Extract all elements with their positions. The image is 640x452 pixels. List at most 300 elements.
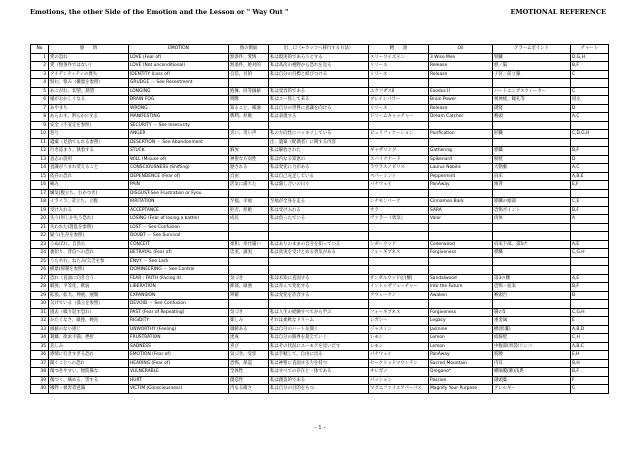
- cell-way-out: 私は自分の限界を超えていく: [269, 334, 369, 343]
- cell-way-out: 私は満し合いの日々: [269, 181, 369, 190]
- cell-other-side: 神聖な方向性: [229, 155, 269, 164]
- cell-row-number: 15: [31, 172, 49, 181]
- cell-oil-jp: セークリッドマウンテン: [369, 359, 429, 368]
- cell-emotion-en: LOSING (Fear of losing a battle): [129, 215, 229, 224]
- cell-alarm-point: 内耳: [493, 359, 571, 368]
- cell-alarm-point: [493, 232, 571, 241]
- cell-other-side: 柔和、奉仕陽い: [229, 240, 269, 249]
- cell-alarm-point: 肩床下部、第5チ: [493, 240, 571, 249]
- table-row: [31, 342, 609, 351]
- cell-alarm-point: 膵臓: [493, 147, 571, 156]
- cell-row-number: 39: [31, 376, 49, 385]
- cell-emotion-en: IRRITATION: [129, 198, 229, 207]
- table-row: [31, 215, 609, 224]
- cell-emotion-en: VICTIM (Consciousness): [129, 385, 229, 394]
- cell-way-out: 私は自分の目標と結びつける: [269, 70, 369, 79]
- cell-emotion-jp: 恐れ（直面に向き合う: [49, 274, 129, 283]
- table-row: [31, 79, 609, 88]
- cell-oil-jp: フォーギブネス: [369, 308, 429, 317]
- table-row: [31, 351, 609, 360]
- cell-oil-jp: ラウラスノビリス: [369, 164, 429, 173]
- table-row: [31, 317, 609, 326]
- cell-way-out: 注：遺棄（配偶者）に関する内容: [269, 138, 369, 147]
- col-header-emotion: EMOTION: [129, 45, 229, 54]
- cell-row-number: 13: [31, 155, 49, 164]
- cell-chart-ref: C,H: [571, 334, 609, 343]
- cell-row-number: 5: [31, 87, 49, 96]
- cell-emotion-en: DESERTION － See Abandonment: [129, 138, 229, 147]
- cell-other-side: 喜び: [229, 342, 269, 351]
- cell-oil-en: Brain Power: [429, 96, 493, 105]
- cell-chart-ref: [571, 300, 609, 309]
- cell-chart-ref: [571, 189, 609, 198]
- cell-chart-ref: C,E: [571, 198, 609, 207]
- cell-oil-en: [429, 257, 493, 266]
- cell-oil-jp: レモン: [369, 342, 429, 351]
- cell-alarm-point: 副腎: [493, 104, 571, 113]
- cell-row-number: 35: [31, 342, 49, 351]
- cell-alarm-point: [493, 266, 571, 275]
- cell-chart-ref: D,G,H: [571, 53, 609, 62]
- cell-emotion-jp: 過去（繰り返す恐れ）: [49, 308, 129, 317]
- cell-oil-jp: ブレインパワー: [369, 96, 429, 105]
- cell-other-side: 内なる確さ: [229, 385, 269, 394]
- cell-way-out: 私は自己充足している: [269, 172, 369, 181]
- cell-row-number: 26: [31, 266, 49, 275]
- col-header-way-out: 出 口（←カッコへ移行する方法）: [269, 45, 369, 54]
- cell-chart-ref: E,F: [571, 181, 609, 190]
- cell-way-out: 私は神聖に直面する力を持つ: [269, 359, 369, 368]
- cell-emotion-jp: 失う(何しか失う恐れ): [49, 215, 129, 224]
- cell-oil-jp: シダーウッド: [369, 240, 429, 249]
- cell-alarm-point: 副頭葉: [493, 376, 571, 385]
- cell-alarm-point: [493, 257, 571, 266]
- cell-way-out: 私は表現する: [269, 113, 369, 122]
- cell-emotion-jp: 感情に行きすぎる恐れ: [49, 351, 129, 360]
- table-row: [31, 359, 609, 368]
- cell-oil-en: Spikenard: [429, 155, 493, 164]
- cell-alarm-point: 肝臓: [493, 130, 571, 139]
- cell-alarm-point: 膵臓の頭部: [493, 198, 571, 207]
- cell-emotion-en: DEPENDENCE (Fear of): [129, 172, 229, 181]
- cell-oil-jp: リリース: [369, 62, 429, 71]
- cell-emotion-jp: 解放、平等化、軟弱: [49, 283, 129, 292]
- cell-emotion-en: CONSCIOUSNESS (Shifting): [129, 164, 229, 173]
- cell-oil-jp: パナウェイ: [369, 351, 429, 360]
- cell-oil-jp: ジャスミン: [369, 325, 429, 334]
- cell-alarm-point: [493, 223, 571, 232]
- cell-oil-en: Awaken: [429, 291, 493, 300]
- cell-emotion-en: CONCEIT: [129, 240, 229, 249]
- table-row: [31, 138, 609, 147]
- cell-other-side: 無条件、愛情: [229, 53, 269, 62]
- cell-way-out: 私はすべての存在と一体である: [269, 368, 369, 377]
- cell-row-number: 27: [31, 274, 49, 283]
- cell-way-out: [269, 257, 369, 266]
- table-row: [31, 181, 609, 190]
- table-row: [31, 172, 609, 181]
- cell-emotion-jp: かたくなさ、頑強、硬直: [49, 317, 129, 326]
- cell-chart-ref: B,F: [571, 147, 609, 156]
- cell-oil-jp: レガシー: [369, 317, 429, 326]
- cell-other-side: 無条件、絶対的: [229, 62, 269, 71]
- cell-emotion-jp: イライラ、苛立ち、立腹: [49, 198, 129, 207]
- cell-chart-ref: C,D,G,H: [571, 130, 609, 139]
- cell-emotion-en: SECURITY － See Insecurity: [129, 121, 229, 130]
- cell-row-number: 6: [31, 96, 49, 105]
- cell-oil-en: Magnify Your Purpose: [429, 385, 493, 394]
- cell-other-side: 拒否、拒絶: [229, 206, 269, 215]
- cell-emotion-en: STUCK: [129, 147, 229, 156]
- cell-oil-jp: レモン: [369, 334, 429, 343]
- cell-oil-jp: スリーワイズメン: [369, 53, 429, 62]
- cell-row-number: 9: [31, 121, 49, 130]
- cell-other-side: 価値ある: [229, 325, 269, 334]
- cell-chart-ref: A,C: [571, 164, 609, 173]
- table-row: [31, 155, 609, 164]
- cell-way-out: 私は人生の経験すべてから学ぶ: [269, 308, 369, 317]
- table-row: [31, 291, 609, 300]
- cell-alarm-point: アレルギー: [493, 385, 571, 394]
- cell-alarm-point: [493, 138, 571, 147]
- cell-emotion-jp: 受け入れる: [49, 206, 129, 215]
- cell-emotion-en: BRAIN FOG: [129, 96, 229, 105]
- cell-oil-en: Gathering: [429, 147, 493, 156]
- cell-oil-jp: ヴァラー（勇気）: [369, 215, 429, 224]
- cell-row-number: 14: [31, 164, 49, 173]
- cell-oil-jp: [369, 138, 429, 147]
- table-row: [31, 206, 609, 215]
- cell-emotion-en: LIBERATION: [129, 283, 229, 292]
- cell-oil-jp: パナウェイ: [369, 181, 429, 190]
- cell-way-out: それは柔軟なドリーム: [269, 317, 369, 326]
- cell-other-side: 成長: [229, 215, 269, 224]
- cell-emotion-jp: 葛藤、欲求不満、挫折: [49, 334, 129, 343]
- cell-oil-en: [429, 232, 493, 241]
- cell-other-side: [229, 257, 269, 266]
- cell-emotion-jp: 疑う(生存を参照): [49, 232, 129, 241]
- cell-oil-en: Forgiveness: [429, 249, 493, 258]
- cell-oil-jp: フォーギブネス: [369, 249, 429, 258]
- cell-row-number: 20: [31, 215, 49, 224]
- cell-chart-ref: A,B,C: [571, 342, 609, 351]
- cell-emotion-jp: アイデンティティの喪失: [49, 70, 129, 79]
- table-row: [31, 87, 609, 96]
- cell-row-number: 36: [31, 351, 49, 360]
- cell-oil-en: [429, 138, 493, 147]
- cell-emotion-en: FEAR : FAITH (Facing it): [129, 274, 229, 283]
- cell-oil-en: PanAway: [429, 181, 493, 190]
- cell-alarm-point: 腸の5: [493, 308, 571, 317]
- cell-row-number: 8: [31, 113, 49, 122]
- cell-row-number: 21: [31, 223, 49, 232]
- cell-chart-ref: C: [571, 87, 609, 96]
- cell-oil-jp: ピュリフィケーション: [369, 130, 429, 139]
- cell-emotion-jp: 愛（無条件ではない）: [49, 62, 129, 71]
- cell-chart-ref: C,G,H: [571, 308, 609, 317]
- cell-chart-ref: [571, 266, 609, 275]
- cell-other-side: 明確: [229, 291, 269, 300]
- cell-emotion-jp: 意識がうまれ変えること: [49, 164, 129, 173]
- cell-row-number: 4: [31, 79, 49, 88]
- table-row: [31, 274, 609, 283]
- cell-row-number: 31: [31, 308, 49, 317]
- table-row: [31, 300, 609, 309]
- cell-row-number: 3: [31, 70, 49, 79]
- cell-other-side: 知ること、確通: [229, 104, 269, 113]
- cell-other-side: [229, 223, 269, 232]
- cell-emotion-jp: 愛の恐れ: [49, 53, 129, 62]
- cell-row-number: 16: [31, 181, 49, 190]
- cell-chart-ref: E: [571, 317, 609, 326]
- cell-other-side: 気づき: [229, 274, 269, 283]
- cell-chart-ref: B,F: [571, 283, 609, 292]
- cell-oil-en: Oregano*: [429, 368, 493, 377]
- cell-oil-en: [429, 79, 493, 88]
- table-row: [31, 121, 609, 130]
- cell-other-side: 笑い、笑い声: [229, 130, 269, 139]
- cell-row-number: 33: [31, 325, 49, 334]
- cell-oil-jp: [369, 121, 429, 130]
- cell-row-number: 23: [31, 240, 49, 249]
- cell-way-out: 私は受け入れる: [269, 206, 369, 215]
- cell-way-out: 私は自分の世界に意識を向ける: [269, 104, 369, 113]
- cell-emotion-en: MANIFESTING: [129, 113, 229, 122]
- cell-emotion-jp: 犠牲・被害者意識: [49, 385, 129, 394]
- cell-chart-ref: D: [571, 155, 609, 164]
- cell-other-side: 活気に満ちた: [229, 181, 269, 190]
- cell-chart-ref: [571, 79, 609, 88]
- cell-alarm-point: 後背: [493, 181, 571, 190]
- table-row: [31, 257, 609, 266]
- cell-emotion-jp: 痛み: [49, 181, 129, 190]
- cell-other-side: [229, 79, 269, 88]
- cell-way-out: 私はありのままの自分を知っている: [269, 240, 369, 249]
- cell-oil-en: Purification: [429, 130, 493, 139]
- cell-emotion-en: PAST (Fear of Repeating): [129, 308, 229, 317]
- cell-way-out: [269, 121, 369, 130]
- cell-other-side: 抱擁、同等価値: [229, 87, 269, 96]
- cell-chart-ref: D: [571, 104, 609, 113]
- cell-chart-ref: C: [571, 385, 609, 394]
- cell-oil-en: Laurus Nobilis: [429, 164, 493, 173]
- cell-row-number: 25: [31, 257, 49, 266]
- cell-other-side: 明瞭: [229, 96, 269, 105]
- cell-way-out: [269, 266, 369, 275]
- cell-emotion-jp: あこがれ、切望、熱望: [49, 87, 129, 96]
- col-header-alarm-point: アラームポイント: [493, 45, 571, 54]
- cell-oil-en: [429, 300, 493, 309]
- document-title: Emotions, the other Side of the Emotion and the Lesson or " Way Out ": [30, 8, 289, 16]
- cell-alarm-point: 胆／脳: [493, 62, 571, 71]
- cell-emotion-en: BETRAYAL (Fear of): [129, 249, 229, 258]
- cell-chart-ref: A,B,E: [571, 172, 609, 181]
- cell-other-side: 自信、目的: [229, 70, 269, 79]
- cell-chart-ref: F: [571, 376, 609, 385]
- cell-oil-en: PanAway: [429, 351, 493, 360]
- cell-oil-en: Valor: [429, 215, 493, 224]
- cell-other-side: 卸部、頑強: [229, 283, 269, 292]
- cell-oil-jp: [369, 232, 429, 241]
- table-row: [31, 334, 609, 343]
- table-row: [31, 266, 609, 275]
- table-row: [31, 104, 609, 113]
- cell-emotion-jp: 失われた(混乱を参照): [49, 223, 129, 232]
- cell-oil-jp: マグニファイユアパーパス: [369, 385, 429, 394]
- cell-emotion-jp: 欠けている（孤立を参照）: [49, 300, 129, 309]
- cell-way-out: 私はユー焦して来る: [269, 96, 369, 105]
- cell-emotion-en: ENVY － See Lack: [129, 257, 229, 266]
- cell-other-side: 楽しみ: [229, 317, 269, 326]
- cell-emotion-en: PAIN: [129, 181, 229, 190]
- col-header-other-side: 他の側面: [229, 45, 269, 54]
- cell-way-out: [269, 79, 369, 88]
- cell-alarm-point: 視神経、瞳孔等: [493, 96, 571, 105]
- table-row: [31, 232, 609, 241]
- cell-emotion-jp: 拡張、拡大、伸展、展開: [49, 291, 129, 300]
- cell-way-out: 私は手順して、自由に出る: [269, 351, 369, 360]
- cell-way-out: 私はその状況にユーモアを見いだす: [269, 342, 369, 351]
- table-row: [31, 223, 609, 232]
- cell-row-number: 22: [31, 232, 49, 241]
- cell-emotion-en: UNWORTHY (Feeling): [129, 325, 229, 334]
- cell-oil-jp: [369, 223, 429, 232]
- cell-row-number: 30: [31, 300, 49, 309]
- cell-other-side: 勝利、拒絶: [229, 113, 269, 122]
- cell-alarm-point: 大動脈: [493, 164, 571, 173]
- cell-row-number: 37: [31, 359, 49, 368]
- cell-emotion-en: FRUSTRATION: [129, 334, 229, 343]
- table-row: [31, 368, 609, 377]
- cell-oil-en: Exodus II: [429, 87, 493, 96]
- cell-alarm-point: ハートエンブスクィーター: [493, 87, 571, 96]
- cell-emotion-en: GRUDGE － See Resentment: [129, 79, 229, 88]
- cell-oil-en: Sandalwood: [429, 274, 493, 283]
- cell-way-out: 私の方向性にハッキリしている: [269, 130, 369, 139]
- cell-alarm-point: 重金属: [493, 317, 571, 326]
- table-row: [31, 96, 609, 105]
- cell-alarm-point: 肩床: [493, 172, 571, 181]
- cell-oil-jp: [369, 257, 429, 266]
- cell-emotion-jp: 価値のない感じ: [49, 325, 129, 334]
- cell-oil-en: [429, 223, 493, 232]
- cell-emotion-jp: 頭がおかしくなる: [49, 96, 129, 105]
- cell-oil-en: Peppermint: [429, 172, 493, 181]
- cell-way-out: [269, 300, 369, 309]
- cell-emotion-en: WILL (Misuse of): [129, 155, 229, 164]
- table-row: [31, 240, 609, 249]
- table-row: [31, 189, 609, 198]
- cell-emotion-jp: 安全（不安定を参照）: [49, 121, 129, 130]
- cell-oil-en: [429, 189, 493, 198]
- cell-alarm-point: 恐怖ポイント: [493, 206, 571, 215]
- table-row: [31, 147, 609, 156]
- cell-alarm-point: 膀胱: [493, 155, 571, 164]
- table-header-row: [31, 45, 609, 54]
- cell-oil-en: Cinnamon Bark: [429, 198, 493, 207]
- cell-other-side: [229, 300, 269, 309]
- cell-emotion-en: ANGER: [129, 130, 229, 139]
- cell-way-out: 私は創造的である: [269, 376, 369, 385]
- cell-oil-jp: ドリームキャッチャー: [369, 113, 429, 122]
- cell-oil-en: SARA: [429, 206, 493, 215]
- cell-row-number: 1: [31, 53, 49, 62]
- table-row: [31, 164, 609, 173]
- cell-alarm-point: 腎臓: [493, 53, 571, 62]
- cell-alarm-point: [493, 189, 571, 198]
- cell-emotion-jp: 聞くことへの恐れ: [49, 359, 129, 368]
- cell-way-out: 私は変化を許容する: [269, 291, 369, 300]
- cell-chart-ref: [571, 232, 609, 241]
- cell-chart-ref: B,H: [571, 359, 609, 368]
- cell-oil-en: Lemon: [429, 342, 493, 351]
- cell-other-side: 解放: [229, 147, 269, 156]
- cell-chart-ref: A,B,D: [571, 325, 609, 334]
- table-row: [31, 53, 609, 62]
- cell-way-out: 私は受容的である: [269, 87, 369, 96]
- cell-oil-jp: サンダルウッド(白檀): [369, 274, 429, 283]
- col-header-kanjo: 感 情: [49, 45, 129, 54]
- cell-other-side: 忠実、誠実: [229, 249, 269, 258]
- cell-chart-ref: B,F: [571, 206, 609, 215]
- cell-oil-jp: リリース: [369, 104, 429, 113]
- cell-other-side: 達成: [229, 334, 269, 343]
- cell-way-out: 私は未知に直面する: [269, 274, 369, 283]
- cell-oil-en: Lemon: [429, 334, 493, 343]
- cell-emotion-jp: 意志の誤用: [49, 155, 129, 164]
- cell-row-number: 28: [31, 283, 49, 292]
- emotion-table: [30, 44, 609, 394]
- cell-alarm-point: 横隔膜(肺)浅系: [493, 368, 571, 377]
- cell-alarm-point: 第3の腰: [493, 274, 571, 283]
- cell-emotion-en: HEARING (Fear of): [129, 359, 229, 368]
- cell-alarm-point: [493, 79, 571, 88]
- table-row: [31, 376, 609, 385]
- cell-alarm-point: 結腸壁: [493, 334, 571, 343]
- cell-way-out: 私は真実を受けとめる勇気がある: [269, 249, 369, 258]
- cell-other-side: [229, 266, 269, 275]
- col-header-chart: チャート: [571, 45, 609, 54]
- cell-emotion-jp: 行き詰まり、執着する: [49, 147, 129, 156]
- cell-other-side: 恐怖、保認: [229, 359, 269, 368]
- cell-oil-en: Passion: [429, 376, 493, 385]
- cell-emotion-jp: うらやむ、ねたみ(欠乏を参: [49, 257, 129, 266]
- cell-chart-ref: C,G,H: [571, 249, 609, 258]
- cell-way-out: 私は解放された: [269, 147, 369, 156]
- cell-chart-ref: 同左: [571, 96, 609, 105]
- cell-oil-jp: ギャザリング: [369, 147, 429, 156]
- cell-emotion-jp: 怒り: [49, 130, 129, 139]
- cell-emotion-en: VULNERABLE: [129, 368, 229, 377]
- cell-alarm-point: 喉頭台: [493, 291, 571, 300]
- cell-oil-en: Release: [429, 62, 493, 71]
- table-row: [31, 325, 609, 334]
- cell-emotion-en: DEVOID － See Confusion: [129, 300, 229, 309]
- cell-emotion-jp: 横暴(抑制を参照): [49, 266, 129, 275]
- cell-chart-ref: [571, 223, 609, 232]
- cell-oil-en: Release: [429, 104, 493, 113]
- cell-other-side: [229, 121, 269, 130]
- cell-row-number: 34: [31, 334, 49, 343]
- cell-row-number: 38: [31, 368, 49, 377]
- cell-way-out: [269, 223, 369, 232]
- cell-emotion-en: IDENTITY (Loss of): [129, 70, 229, 79]
- table-row: [31, 198, 609, 207]
- cell-way-out: 私は高次の視野から恐れを見る: [269, 62, 369, 71]
- cell-row-number: 29: [31, 291, 49, 300]
- cell-alarm-point: 膵臓: [493, 249, 571, 258]
- cell-row-number: 32: [31, 317, 49, 326]
